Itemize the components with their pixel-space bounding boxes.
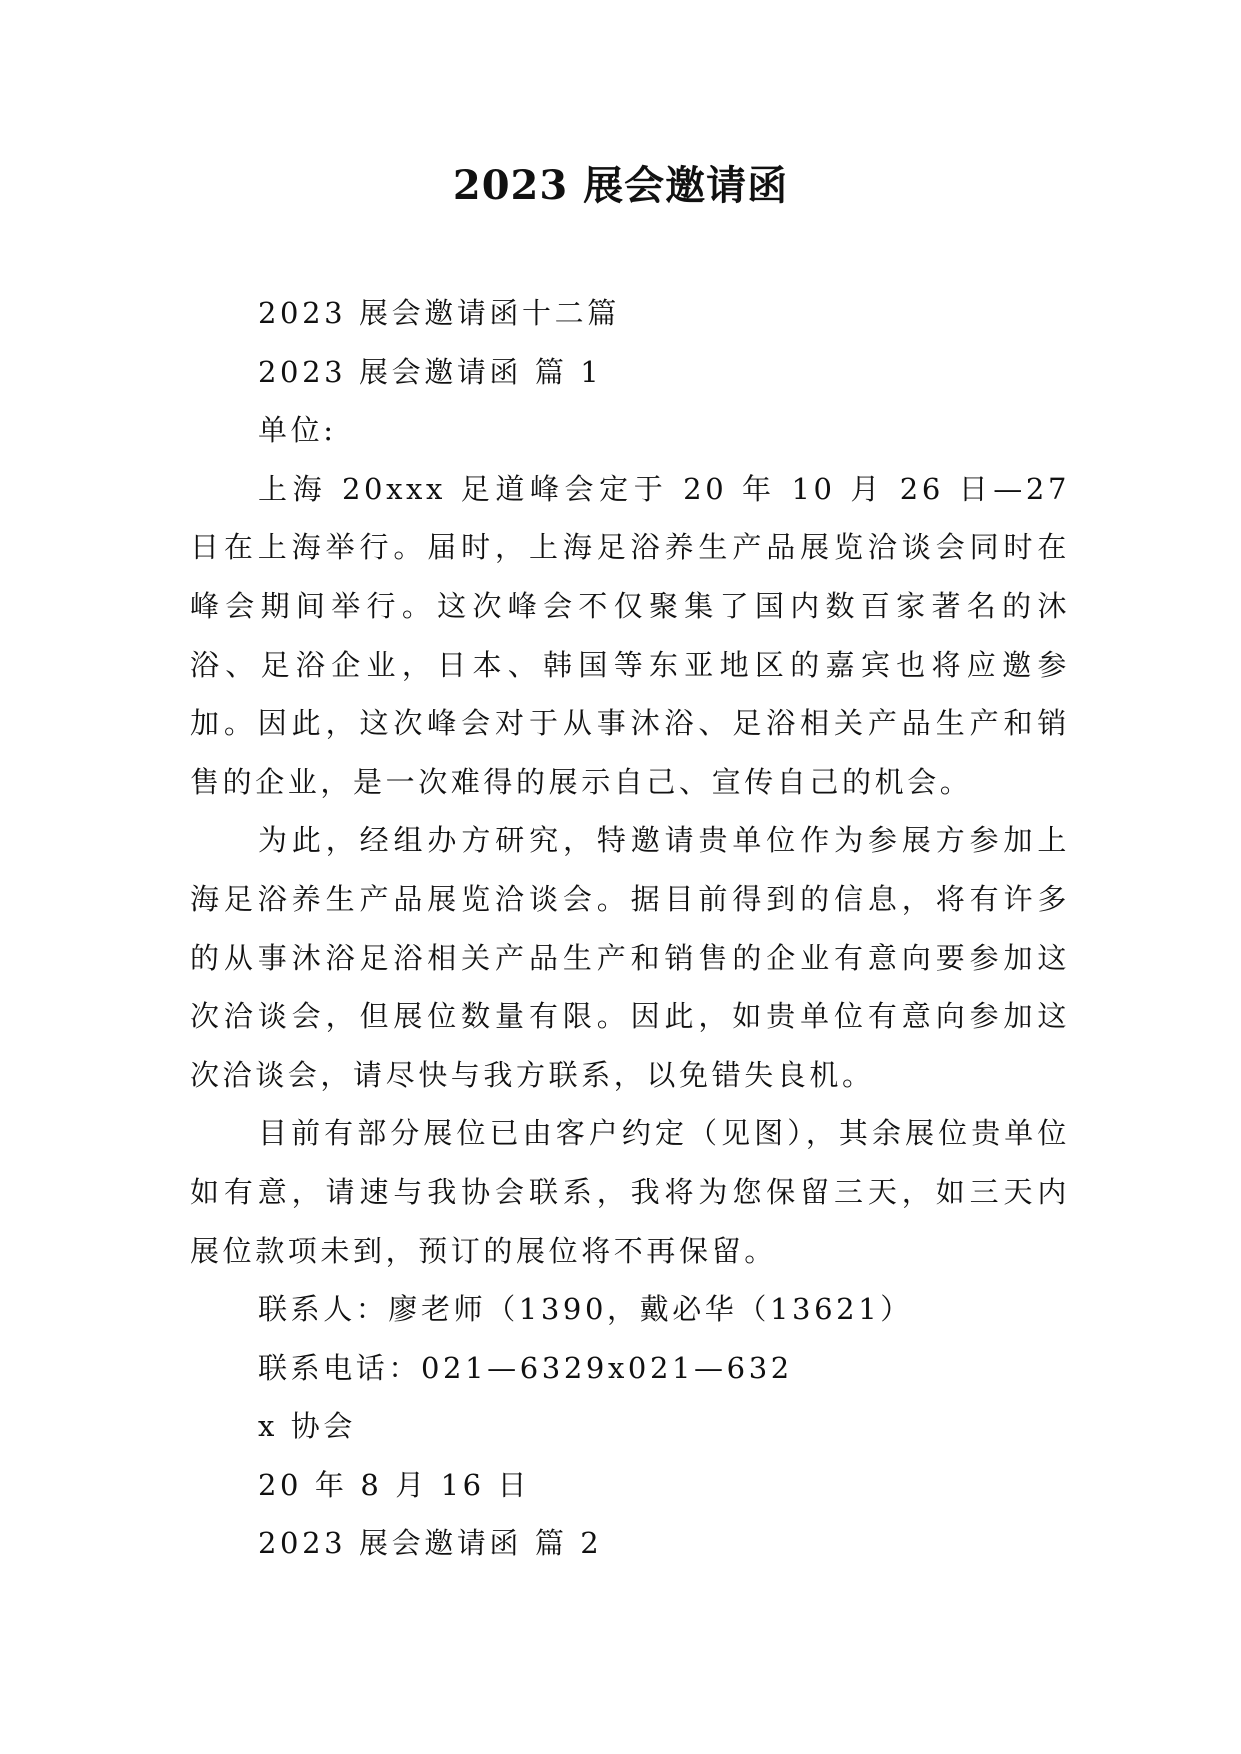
paragraph-section-heading: 2023 展会邀请函 篇 1 — [258, 354, 603, 389]
paragraph-body: 为此，经组办方研究，特邀请贵单位作为参展方参加上海足浴养生产品展览洽谈会。据目前得到的信息，将有许多的从事沐浴足浴相关产品生产和销售的企业有意向要参加这次洽谈会，但展位数量有限。因此，如贵单位有意向参加这次洽谈会，请尽快与我方联系，以免错失良机。 — [190, 823, 1070, 1092]
paragraph-date: 20 年 8 月 16 日 — [258, 1467, 531, 1502]
paragraph-collection-heading: 2023 展会邀请函十二篇 — [258, 296, 620, 330]
paragraph-recipient: 单位: — [258, 413, 337, 448]
paragraph-section-heading: 2023 展会邀请函 篇 2 — [258, 1526, 603, 1561]
paragraph-signature: x 协会 — [258, 1409, 356, 1444]
document-title: 2023 展会邀请函 — [452, 162, 789, 209]
document-body — [190, 284, 1070, 1573]
paragraph-contact-person: 联系人：廖老师（1390，戴必华（13621） — [258, 1292, 913, 1327]
paragraph-contact-phone: 联系电话：021—6329x021—632 — [258, 1350, 793, 1385]
paragraph-body: 目前有部分展位已由客户约定（见图），其余展位贵单位如有意，请速与我协会联系，我将为您保留三天，如三天内展位款项未到，预订的展位将不再保留。 — [190, 1116, 1070, 1268]
paragraph-body: 上海 20xxx 足道峰会定于 20 年 10 月 26 日—27 日在上海举行。届时，上海足浴养生产品展览洽谈会同时在峰会期间举行。这次峰会不仅聚集了国内数百家著名的沐浴、足浴企业，日本、韩国等东亚地区的嘉宾也将应邀参加。因此，这次峰会对于从事沐浴、足浴相关产品生产和销售的企业，是一次难得的展示自己、宣传自己的机会。 — [190, 471, 1070, 799]
